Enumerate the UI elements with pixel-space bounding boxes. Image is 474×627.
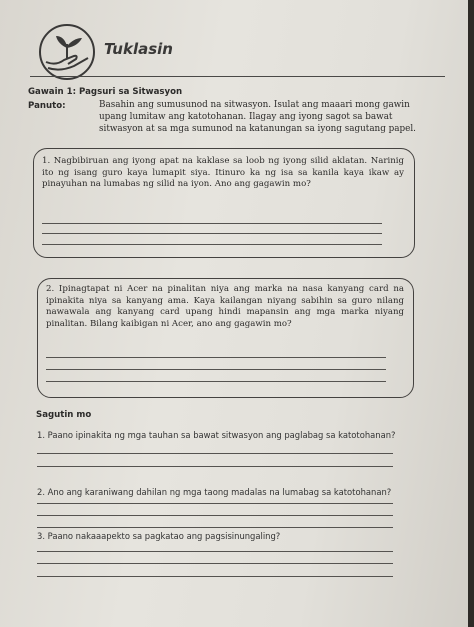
answer-line[interactable] (46, 381, 386, 382)
answer-line[interactable] (42, 233, 382, 234)
answer-line[interactable] (37, 551, 393, 552)
answer-line[interactable] (37, 576, 393, 577)
page-title: Tuklasin (104, 40, 173, 58)
answer-line[interactable] (37, 563, 393, 564)
answer-line[interactable] (46, 369, 386, 370)
activity-heading: Gawain 1: Pagsuri sa Sitwasyon (28, 87, 183, 97)
questions-heading: Sagutin mo (36, 410, 92, 420)
situation-text: 1. Nagbibiruan ang iyong apat na kaklase sa loob ng iyong silid aklatan. Narinig ito ng isang guro kaya lumapit siya. Itinuro ka ng isa sa kanila kaya ikaw ay pinayuhan na lumabas ng silid na iyon. Ano ang gagawin mo? (42, 156, 404, 190)
question-1: 1. Paano ipinakita ng mga tauhan sa bawat sitwasyon ang paglabag sa katotohanan? (37, 430, 396, 440)
answer-line[interactable] (37, 466, 393, 467)
instructions-label: Panuto: (28, 101, 66, 111)
answer-line[interactable] (37, 527, 393, 528)
question-3: 3. Paano nakaaapekto sa pagkatao ang pagsisinungaling? (37, 531, 281, 541)
answer-line[interactable] (37, 503, 393, 504)
header-divider (30, 76, 445, 77)
answer-line[interactable] (42, 223, 382, 224)
answer-line[interactable] (46, 357, 386, 358)
question-2: 2. Ano ang karaniwang dahilan ng mga taong madalas na lumabag sa katotohanan? (37, 487, 392, 497)
hands-sprout-icon (34, 22, 100, 82)
situation-box-2 (37, 278, 414, 398)
situation-text: 2. Ipinagtapat ni Acer na pinalitan niya ang marka na nasa kanyang card na ipinakita niya sa kanyang ama. Kaya kailangan niyang sabihin sa guro nilang nawawala ang kanyang card upang hindi mapansin ang mga marka niyang pinalitan. Bilang kaibigan ni Acer, ano ang gagawin mo? (46, 284, 404, 329)
background-edge (468, 0, 474, 627)
instructions-text: Basahin ang sumusunod na sitwasyon. Isulat ang maaari mong gawin upang lumitaw ang katotohanan. Ilagay ang iyong sagot sa bawat sitwasyon at sa mga sumunod na katanungan sa iyong sagutang papel. (99, 100, 416, 134)
answer-line[interactable] (42, 244, 382, 245)
answer-line[interactable] (37, 515, 393, 516)
situation-box-1 (33, 148, 415, 258)
answer-line[interactable] (37, 453, 393, 454)
